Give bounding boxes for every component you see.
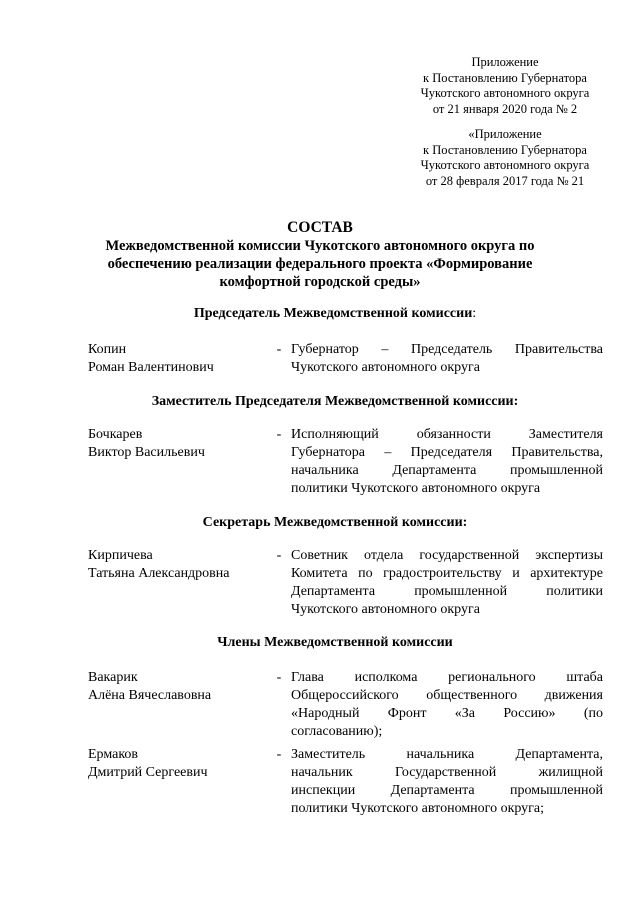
document-title: [100, 219, 540, 291]
role-line: Исполняющий обязанности Заместителя: [291, 427, 603, 442]
section-heading-text: Секретарь Межведомственной комиссии:: [202, 515, 468, 530]
title-line: обеспечению реализации федерального проекта «Формирование: [107, 256, 533, 272]
section-heading-text: Заместитель Председателя Межведомственной комиссии:: [151, 394, 519, 409]
member-name: [88, 426, 273, 462]
member-surname: Ермаков: [88, 747, 139, 762]
appendix-line: Чукотского автономного округа: [420, 158, 590, 172]
section-heading-members: [60, 634, 610, 652]
title-line: СОСТАВ: [287, 219, 353, 236]
dash-separator: -: [276, 427, 282, 442]
appendix-line: от 21 января 2020 года № 2: [432, 101, 578, 116]
appendix-line: к Постановлению Губернатора: [423, 70, 587, 85]
member-name: [88, 746, 273, 782]
role-line: Общероссийского общественного движения: [291, 688, 603, 703]
member-surname: Бочкарев: [88, 427, 143, 442]
section-heading-text: Председатель Межведомственной комиссии: [193, 306, 473, 321]
role-line: Заместитель начальника Департамента,: [291, 747, 603, 762]
member-name: [88, 547, 273, 583]
dash-separator: -: [276, 548, 282, 563]
member-surname: Кирпичева: [88, 548, 153, 563]
appendix-header-current: [380, 55, 630, 117]
role-line: Глава исполкома регионального штаба: [291, 670, 603, 685]
role-line: Комитета по градостроительству и архитектуре: [291, 566, 603, 581]
member-role: [291, 341, 603, 377]
member-role: [291, 669, 603, 741]
role-line: «Народный Фронт «За Россию» (по: [291, 706, 603, 721]
member-role: [291, 547, 603, 619]
member-role: [291, 426, 603, 498]
member-surname: Вакарик: [88, 670, 138, 685]
role-line: согласованию);: [291, 724, 383, 739]
appendix-line: Чукотского автономного округа: [420, 86, 590, 100]
member-given-names: Виктор Васильевич: [88, 445, 205, 460]
member-given-names: Татьяна Александровна: [88, 566, 230, 581]
member-given-names: Алёна Вячеславовна: [88, 688, 212, 703]
member-role: [291, 746, 603, 818]
appendix-line: от 28 февраля 2017 года № 21: [425, 173, 585, 188]
dash-separator: -: [276, 670, 282, 685]
section-heading-chairman: [60, 305, 610, 323]
title-line: Межведомственной комиссии Чукотского автономного округа по: [105, 238, 535, 254]
member-given-names: Дмитрий Сергеевич: [88, 765, 208, 780]
role-line: начальник Государственной жилищной: [291, 765, 603, 780]
member-surname: Копин: [88, 342, 127, 357]
title-line: комфортной городской среды»: [219, 274, 421, 290]
role-line: политики Чукотского автономного округа: [291, 481, 541, 496]
role-line: политики Чукотского автономного округа;: [291, 801, 545, 816]
member-name: [88, 341, 273, 377]
role-line: Чукотского автономного округа: [291, 360, 480, 375]
appendix-line: к Постановлению Губернатора: [423, 142, 587, 157]
role-line: Департамента промышленной политики: [291, 584, 603, 599]
member-given-names: Роман Валентинович: [88, 360, 214, 375]
role-line: Губернатора – Председателя Правительства,: [291, 445, 603, 460]
section-heading-deputy: [60, 393, 610, 411]
dash-separator: -: [276, 747, 282, 762]
section-heading-secretary: [60, 514, 610, 532]
role-line: Чукотского автономного округа: [291, 602, 480, 617]
role-line: инспекции Департамента промышленной: [291, 783, 603, 798]
appendix-header-original: [380, 127, 630, 189]
dash-separator: -: [276, 342, 282, 357]
section-heading-colon: :: [472, 306, 477, 321]
role-line: Советник отдела государственной экспертизы: [291, 548, 603, 563]
appendix-line: «Приложение: [468, 127, 542, 141]
role-line: начальника Департамента промышленной: [291, 463, 603, 478]
member-name: [88, 669, 273, 705]
role-line: Губернатор – Председатель Правительства: [291, 342, 603, 357]
appendix-line: Приложение: [471, 55, 539, 69]
section-heading-text: Члены Межведомственной комиссии: [217, 635, 453, 650]
